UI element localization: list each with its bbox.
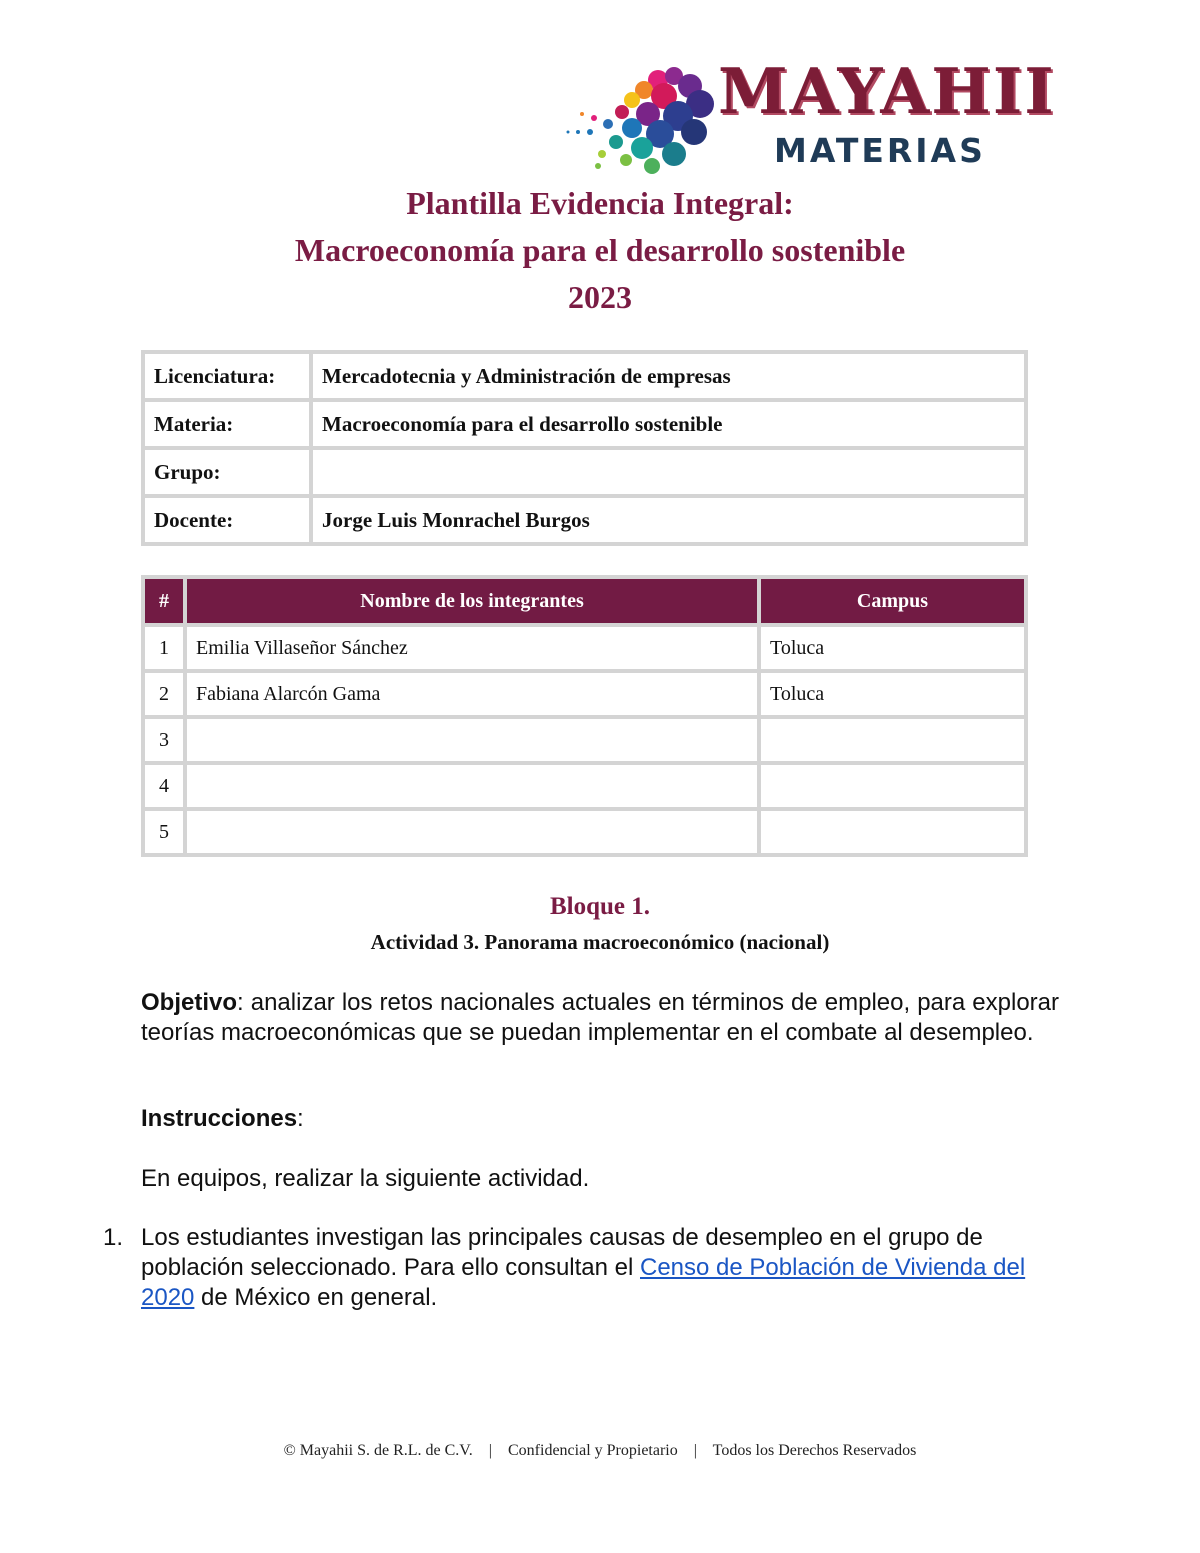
- member-campus: Toluca: [759, 671, 1026, 717]
- table-row: [143, 625, 1026, 671]
- member-name: [185, 717, 759, 763]
- instructions-heading: [141, 1104, 304, 1134]
- instructions-colon: :: [297, 1105, 304, 1132]
- info-label: Materia:: [143, 400, 311, 448]
- row-number: 4: [143, 763, 185, 809]
- info-row-materia: [143, 400, 1026, 448]
- footer-separator: |: [693, 1442, 697, 1459]
- teams-paragraph: En equipos, realizar la siguiente actividad.: [141, 1165, 590, 1192]
- row-number: 3: [143, 717, 185, 763]
- mayahii-logo: [562, 54, 1056, 178]
- member-campus: Toluca: [759, 625, 1026, 671]
- footer-rights: Todos los Derechos Reservados: [712, 1442, 917, 1459]
- list-item-number: 1.: [103, 1224, 124, 1251]
- censo-link[interactable]: Censo de Población de Vivienda del 2020: [141, 1254, 1026, 1311]
- info-label: Grupo:: [143, 448, 311, 496]
- info-row-docente: [143, 496, 1026, 544]
- member-campus: [759, 763, 1026, 809]
- logo-brand-text: MAYAHII: [718, 54, 1056, 128]
- info-row-grupo: [143, 448, 1026, 496]
- info-label: Docente:: [143, 496, 311, 544]
- list-text-before: Los estudiantes investigan las principales causas de desempleo en el grupo de población seleccionado. Para ello consultan el: [141, 1224, 983, 1281]
- member-campus: [759, 809, 1026, 855]
- document-title: [0, 180, 1200, 321]
- table-row: [143, 763, 1026, 809]
- table-row: [143, 717, 1026, 763]
- header-name: Nombre de los integrantes: [185, 577, 759, 625]
- member-name: [185, 763, 759, 809]
- member-name: [185, 809, 759, 855]
- title-line-2: Macroeconomía para el desarrollo sostenible: [294, 232, 906, 268]
- info-value: Macroeconomía para el desarrollo sostenible: [311, 400, 1026, 448]
- objective-text: : analizar los retos nacionales actuales en términos de empleo, para explorar teorías macroeconómicas que se puedan implementar en el combate al desempleo.: [141, 989, 1059, 1046]
- info-value: Jorge Luis Monrachel Burgos: [311, 496, 1026, 544]
- table-row: [143, 671, 1026, 717]
- footer-copyright: © Mayahii S. de R.L. de C.V.: [283, 1442, 473, 1459]
- info-label: Licenciatura:: [143, 352, 311, 400]
- list-item: [141, 1223, 1051, 1313]
- page-footer: [0, 1442, 1200, 1460]
- info-row-licenciatura: [143, 352, 1026, 400]
- row-number: 5: [143, 809, 185, 855]
- row-number: 2: [143, 671, 185, 717]
- header-campus: Campus: [759, 577, 1026, 625]
- title-line-3: 2023: [568, 279, 632, 315]
- members-table: [141, 575, 1028, 857]
- header-num: #: [143, 577, 185, 625]
- course-info-table: [141, 350, 1028, 546]
- logo-sub-text: MATERIAS: [774, 131, 986, 170]
- members-header-row: [143, 577, 1026, 625]
- info-value: Mercadotecnia y Administración de empresas: [311, 352, 1026, 400]
- activity-title: Actividad 3. Panorama macroeconómico (nacional): [370, 930, 830, 954]
- member-name: Fabiana Alarcón Gama: [185, 671, 759, 717]
- block-title: Bloque 1.: [549, 893, 651, 920]
- footer-separator: |: [488, 1442, 492, 1459]
- footer-confidential: Confidencial y Propietario: [508, 1442, 678, 1459]
- table-row: [143, 809, 1026, 855]
- objective-paragraph: [141, 988, 1059, 1048]
- title-line-1: Plantilla Evidencia Integral:: [406, 185, 794, 221]
- member-campus: [759, 717, 1026, 763]
- info-value: [311, 448, 1026, 496]
- list-text-after: de México en general.: [194, 1284, 438, 1311]
- member-name: Emilia Villaseñor Sánchez: [185, 625, 759, 671]
- logo-head-graphic: [562, 66, 722, 178]
- instructions-label: Instrucciones: [141, 1105, 298, 1132]
- row-number: 1: [143, 625, 185, 671]
- objective-label: Objetivo: [141, 989, 238, 1016]
